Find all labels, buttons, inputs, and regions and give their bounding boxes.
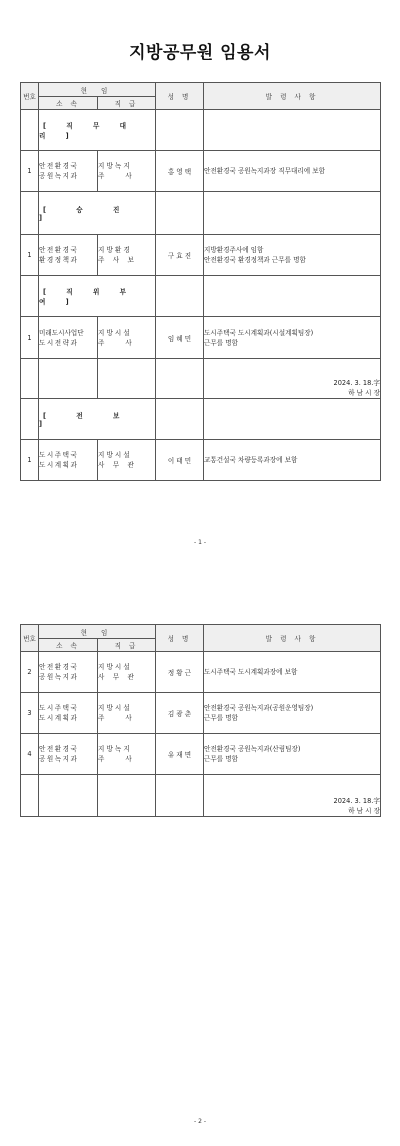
section-row	[21, 276, 381, 317]
section-heading: [ 직 무 대 리 ]	[39, 122, 136, 140]
header-order: 발 령 사 항	[204, 83, 381, 110]
row-order: 도시주택국 도시계획과(시설계획팀장) 근무를 명함	[204, 317, 381, 359]
row-order: 안전환경국 공원녹지과(공원운영팀장) 근무를 명함	[204, 693, 381, 734]
row-no: 2	[21, 652, 39, 693]
row-no: 3	[21, 693, 39, 734]
row-no: 1	[21, 317, 39, 359]
row-dept: 도시주택국 도시계획과	[39, 693, 98, 734]
page-number: - 1 -	[194, 539, 206, 546]
row-name: 정 황 근	[156, 652, 204, 693]
header-rank: 직 급	[98, 639, 156, 652]
header-name: 성 명	[156, 83, 204, 110]
row-name: 임 혜 민	[156, 317, 204, 359]
table-row	[21, 440, 381, 481]
issue-date: 2024. 3. 18.字	[333, 797, 380, 805]
row-name: 김 광 춘	[156, 693, 204, 734]
row-order: 도시주택국 도시계획과장에 보함	[204, 652, 381, 693]
header-current: 현 임	[39, 625, 156, 639]
row-dept: 안전환경국 공원녹지과	[39, 734, 98, 775]
table-row	[21, 235, 381, 276]
row-dept: 미래도시사업단 도시전략과	[39, 317, 98, 359]
row-order: 교통건설국 차량등록과장에 보함	[204, 440, 381, 481]
row-rank: 지 방 녹 지 주 사	[98, 151, 156, 192]
header-order: 발 령 사 항	[204, 625, 381, 652]
signer: 하 남 시 장	[348, 389, 380, 397]
header-current: 현 임	[39, 83, 156, 97]
row-dept: 안전환경국 공원녹지과	[39, 652, 98, 693]
header-rank: 직 급	[98, 97, 156, 110]
row-no: 4	[21, 734, 39, 775]
row-rank: 지 방 시 설 주 사	[98, 693, 156, 734]
table-row	[21, 652, 381, 693]
section-row	[21, 399, 381, 440]
table-row	[21, 317, 381, 359]
signer: 하 남 시 장	[348, 807, 380, 815]
header-name: 성 명	[156, 625, 204, 652]
header-no: 번호	[21, 83, 39, 110]
section-heading: [ 전 보 ]	[39, 412, 134, 428]
issue-date: 2024. 3. 18.字	[333, 379, 380, 387]
section-heading: [ 승 진 ]	[39, 206, 134, 222]
row-no: 1	[21, 235, 39, 276]
table-row	[21, 151, 381, 192]
row-name: 홍 영 택	[156, 151, 204, 192]
header-dept: 소 속	[39, 639, 98, 652]
page-number: - 2 -	[194, 1118, 206, 1125]
row-rank: 지 방 시 설 주 사	[98, 317, 156, 359]
row-no: 1	[21, 440, 39, 481]
header-dept: 소 속	[39, 97, 98, 110]
row-dept: 안전환경국 공원녹지과	[39, 151, 98, 192]
row-order: 안전환경국 공원녹지과장 직무대리에 보함	[204, 151, 381, 192]
row-rank: 지 방 녹 지 주 사	[98, 734, 156, 775]
table-row	[21, 693, 381, 734]
row-no: 1	[21, 151, 39, 192]
row-dept: 도시주택국 도시계획과	[39, 440, 98, 481]
section-row	[21, 192, 381, 235]
section-heading: [ 직 위 부 여 ]	[39, 288, 136, 306]
section-row	[21, 110, 381, 151]
row-name: 이 태 민	[156, 440, 204, 481]
row-name: 구 효 진	[156, 235, 204, 276]
appointment-table-page-2	[20, 624, 381, 817]
row-order: 지방환경주사에 임함 안전환경국 환경정책과 근무를 명함	[204, 235, 381, 276]
header-no: 번호	[21, 625, 39, 652]
signature-row	[21, 359, 381, 399]
table-row	[21, 734, 381, 775]
signature-row	[21, 775, 381, 817]
row-rank: 지 방 환 경 주 사 보	[98, 235, 156, 276]
row-rank: 지 방 시 설 사 무 관	[98, 440, 156, 481]
row-rank: 지 방 시 설 사 무 관	[98, 652, 156, 693]
row-order: 안전환경국 공원녹지과(산림팀장) 근무를 명함	[204, 734, 381, 775]
appointment-table-page-1	[20, 82, 381, 481]
document-title: 지방공무원 임용서	[129, 43, 271, 63]
row-name: 유 재 면	[156, 734, 204, 775]
row-dept: 안전환경국 환경정책과	[39, 235, 98, 276]
